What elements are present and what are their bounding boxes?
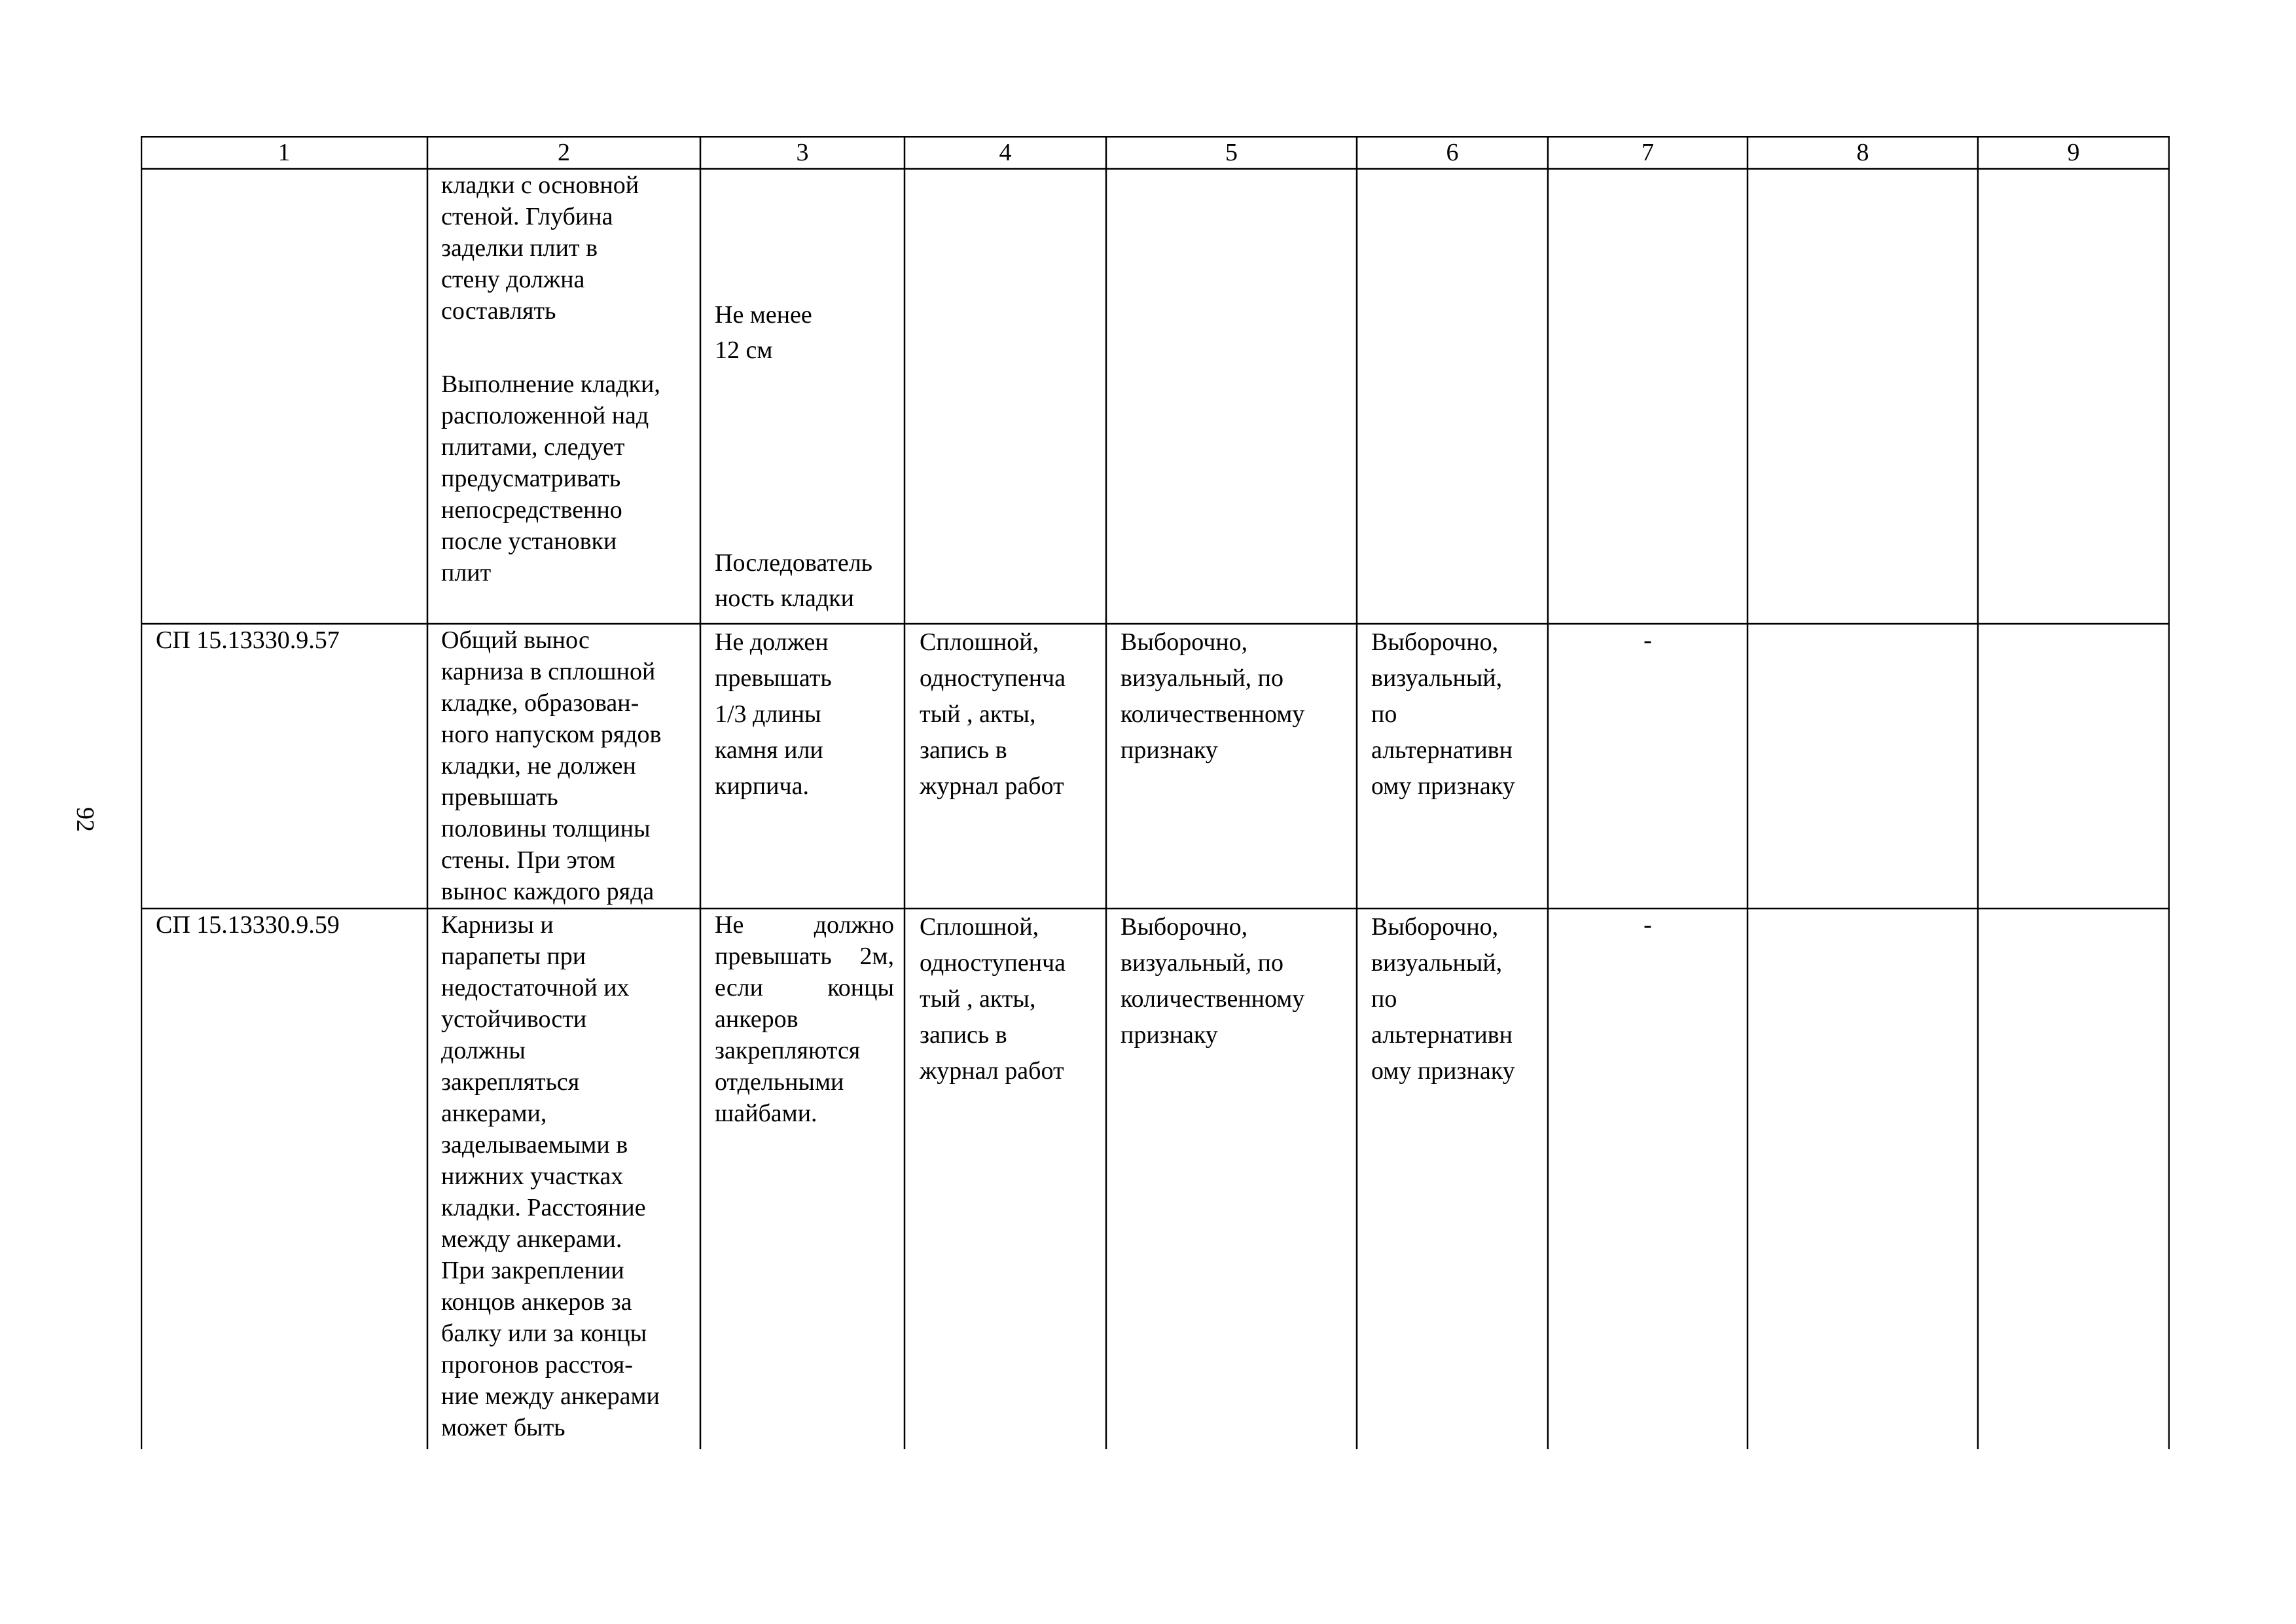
header-col-6: 6	[1446, 139, 1459, 166]
row3-col1-reference: СП 15.13330.9.59	[156, 911, 340, 939]
header-col-1: 1	[278, 139, 291, 166]
row1-col2-text-b: Выполнение кладки, расположенной над плитами, следует предусматривать непосредственно после установки плит	[441, 370, 660, 586]
row1-col3-text-a: Не менее 12 см	[715, 301, 812, 364]
header-col-7: 7	[1641, 139, 1654, 166]
row3-col4-text: Сплошной, одноступенча тый , акты, запись в журнал работ	[920, 913, 1066, 1085]
requirements-table	[141, 136, 2170, 1449]
row2-col6-text: Выборочно, визуальный, по альтернативн ому признаку	[1371, 628, 1515, 800]
row3-col5-text: Выборочно, визуальный, по количественному признаку	[1121, 913, 1305, 1049]
header-col-4: 4	[999, 139, 1012, 166]
page-number: 92	[71, 807, 99, 832]
row2-col2-text: Общий вынос карниза в сплошной кладке, образован- ного напуском рядов кладки, не должен превышать половины толщины стены. При этом вынос каждого ряда	[441, 626, 662, 905]
header-col-5: 5	[1225, 139, 1238, 166]
header-col-9: 9	[2067, 139, 2080, 166]
header-col-3: 3	[796, 139, 809, 166]
row2-col5-text: Выборочно, визуальный, по количественному признаку	[1121, 628, 1305, 764]
row2-col1-reference: СП 15.13330.9.57	[156, 626, 340, 654]
row2-col3-text: Не должен превышать 1/3 длины камня или кирпича.	[715, 628, 832, 800]
row3-col6-text: Выборочно, визуальный, по альтернативн ому признаку	[1371, 913, 1515, 1085]
header-col-8: 8	[1856, 139, 1869, 166]
row1-col3-text-b: Последователь ность кладки	[715, 549, 873, 612]
row1-col2-text-a: кладки с основной стеной. Глубина заделки плит в стену должна составлять	[441, 171, 639, 325]
row3-col3-text: Не должно превышать 2м, если концы анкеров закрепляются отдельными шайбами.	[715, 911, 894, 1127]
row3-col2-text: Карнизы и парапеты при недостаточной их устойчивости должны закрепляться анкерами, заделываемыми в нижних участках кладки. Расстояние между анкерами. При закреплении концов анкеров за балку или за концы прогонов расстоя- ние между анкерами может быть	[441, 911, 660, 1441]
row2-col7-dash: -	[1643, 626, 1652, 654]
row2-col4-text: Сплошной, одноступенча тый , акты, запись в журнал работ	[920, 628, 1066, 800]
header-col-2: 2	[558, 139, 570, 166]
row3-col7-dash: -	[1643, 911, 1652, 939]
